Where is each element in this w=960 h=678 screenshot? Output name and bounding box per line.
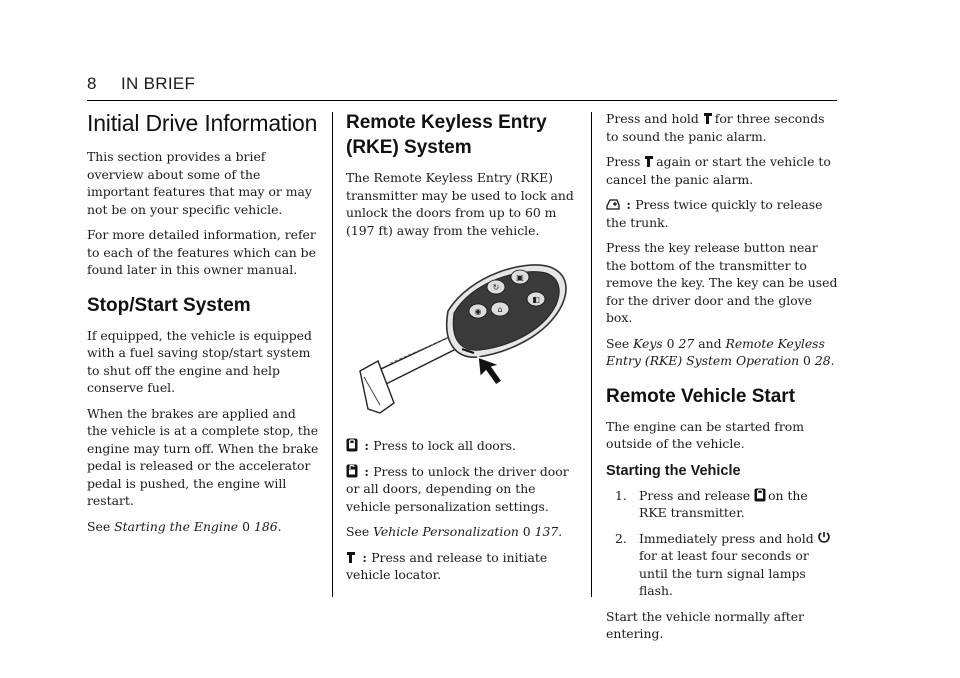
svg-text:↻: ↻ xyxy=(492,283,500,292)
ref-link[interactable]: Vehicle Personalization xyxy=(373,524,519,539)
page-ref-arrow: 0 xyxy=(522,524,531,539)
page-ref: 28. xyxy=(814,353,835,368)
ref-link[interactable]: Remote Keyless Entry (RKE) System Operation xyxy=(606,335,825,368)
column-1 xyxy=(87,110,320,543)
remote-start-icon xyxy=(818,531,830,545)
section-heading-remote-start: Remote Vehicle Start xyxy=(606,385,796,407)
unlock-description: : Press to unlock the driver door or all doors, depending on the vehicle personalization settings. xyxy=(346,463,569,514)
cross-reference: See Keys 0 27 and Remote Keyless Entry (RKE) System Operation 0 28. xyxy=(606,335,835,368)
lock-icon xyxy=(346,438,358,452)
unlock-icon xyxy=(346,464,358,478)
column-2 xyxy=(346,110,579,592)
column-divider xyxy=(332,112,333,597)
header-rule xyxy=(87,100,837,101)
page-ref: 137. xyxy=(534,524,563,539)
cross-reference: See Vehicle Personalization 0 137. xyxy=(346,524,563,539)
column-3 xyxy=(606,110,838,651)
paragraph: This section provides a brief overview about some of the important features that may or may not be on your specific vehicle. xyxy=(87,149,312,217)
lock-description: : Press to lock all doors. xyxy=(346,437,579,455)
panic-paragraph: Press and hold for three seconds to sound the panic alarm. xyxy=(606,111,825,144)
panic-cancel-paragraph: Press again or start the vehicle to cancel the panic alarm. xyxy=(606,154,831,187)
horn-icon xyxy=(346,551,356,564)
trunk-release-icon xyxy=(606,197,620,211)
page-number: 8 xyxy=(87,74,97,93)
paragraph: The Remote Keyless Entry (RKE) transmitter may be used to lock and unlock the doors from up to 60 m (197 ft) away from the vehicle. xyxy=(346,170,574,238)
section-heading-rke: Remote Keyless Entry (RKE) System xyxy=(346,112,547,158)
ref-link[interactable]: Keys xyxy=(633,335,663,351)
horn-icon xyxy=(644,155,654,168)
list-item: 2. Immediately press and hold for at least four seconds or until the turn signal lamps flash. xyxy=(606,530,838,600)
chapter-heading: Initial Drive Information xyxy=(87,110,318,136)
ref-link[interactable]: Starting the Engine xyxy=(114,518,239,534)
pointer-arrow-icon xyxy=(478,357,502,385)
page-ref-arrow: 0 xyxy=(666,335,675,351)
svg-text:⌂: ⌂ xyxy=(497,305,503,314)
list-item: 1. Press and release on the RKE transmitter. xyxy=(615,487,808,520)
svg-text:◧: ◧ xyxy=(532,295,540,304)
column-divider xyxy=(591,112,592,597)
svg-text:▣: ▣ xyxy=(516,273,524,282)
paragraph: Press the key release button near the bottom of the transmitter to remove the key. The key can be used for the driver door and the glove box. xyxy=(606,240,838,325)
page-ref: 27 xyxy=(678,335,695,351)
horn-icon xyxy=(703,112,713,125)
paragraph: For more detailed information, refer to each of the features which can be found later in this owner manual. xyxy=(87,227,316,277)
paragraph: If equipped, the vehicle is equipped with a fuel saving stop/start system to shut off the engine and help conserve fuel. xyxy=(87,327,312,395)
section-title: IN BRIEF xyxy=(121,74,196,93)
locator-description: : Press and release to initiate vehicle locator. xyxy=(346,549,548,582)
page-header xyxy=(87,68,837,96)
key-fob-illustration xyxy=(350,253,576,425)
paragraph: When the brakes are applied and the vehicle is at a complete stop, the engine may turn off. When the brake pedal is released or the accelerator pedal is pushed, the engine will restart. xyxy=(87,405,319,508)
svg-text:◉: ◉ xyxy=(474,307,482,316)
paragraph: The engine can be started from outside of the vehicle. xyxy=(606,418,804,451)
page-ref: 186. xyxy=(253,518,282,534)
subheading-starting-vehicle: Starting the Vehicle xyxy=(606,462,741,479)
steps-list xyxy=(606,487,838,600)
paragraph: Start the vehicle normally after entering. xyxy=(606,608,804,641)
page-ref-arrow: 0 xyxy=(803,353,811,368)
lock-icon xyxy=(754,488,766,502)
cross-reference: See Starting the Engine 0 186. xyxy=(87,518,282,534)
section-heading-stop-start: Stop/Start System xyxy=(87,294,251,316)
trunk-description: : Press twice quickly to release the trunk. xyxy=(606,197,823,230)
page-ref-arrow: 0 xyxy=(242,518,250,534)
